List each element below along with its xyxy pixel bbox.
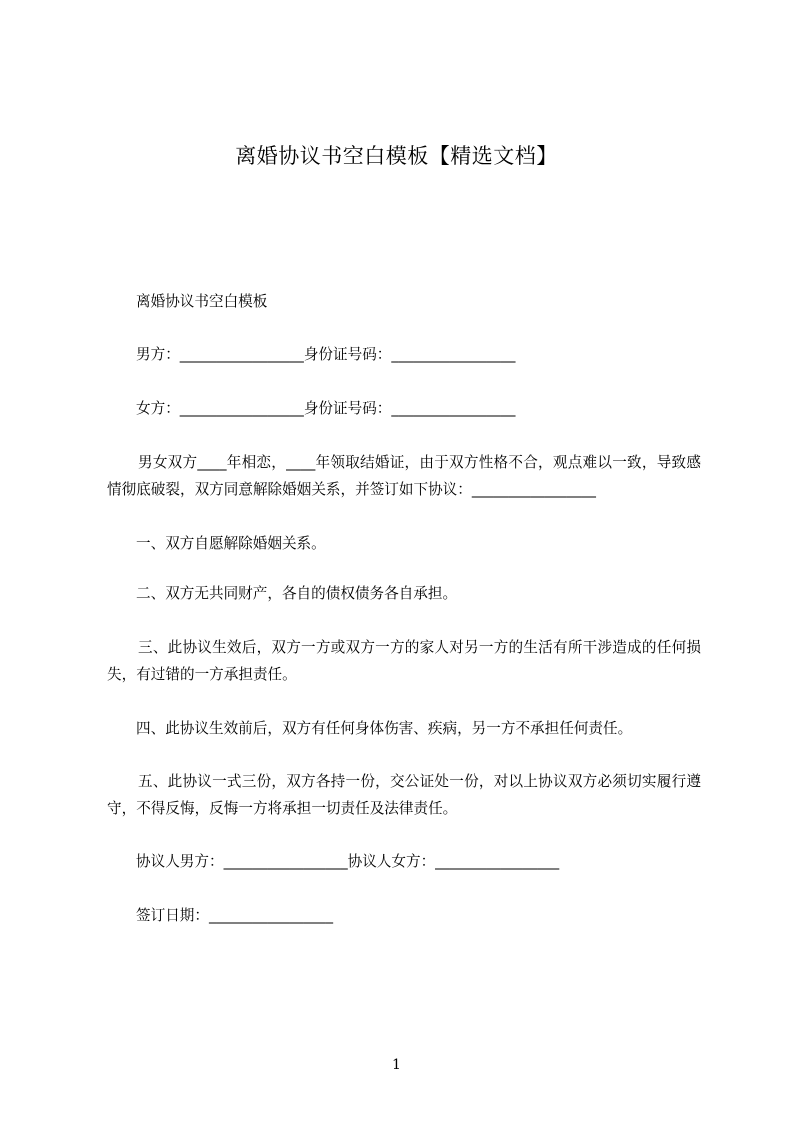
signers-line: 协议人男方：_________________协议人女方：_________________ [136,853,560,870]
clause-1: 一、双方自愿解除婚姻关系。 [136,535,326,552]
clause-2: 二、双方无共同财产，各自的债权债务各自承担。 [136,585,458,602]
signing-date-line: 签订日期：_________________ [136,907,334,924]
page-number: 1 [392,1057,401,1073]
clause-5: 五、此协议一式三份，双方各持一份，交公证处一份，对以上协议双方必须切实履行遵守，不得反悔，反悔一方将承担一切责任及法律责任。 [107,773,701,817]
female-party-line: 女方：_________________身份证号码：_________________ [136,400,516,417]
intro-paragraph: 男女双方____年相恋，____年领取结婚证，由于双方性格不合，观点难以一致，导致感情彻底破裂，双方同意解除婚姻关系，并签订如下协议：_________________ [107,454,701,498]
clause-3: 三、此协议生效后，双方一方或双方一方的家人对另一方的生活有所干涉造成的任何损失，有过错的一方承担责任。 [107,639,701,683]
document-title: 离婚协议书空白模板【精选文档】 [235,144,558,168]
male-party-line: 男方：_________________身份证号码：_________________ [136,346,516,363]
document-subtitle: 离婚协议书空白模板 [136,293,268,310]
clause-4: 四、此协议生效前后，双方有任何身体伤害、疾病，另一方不承担任何责任。 [136,720,633,737]
